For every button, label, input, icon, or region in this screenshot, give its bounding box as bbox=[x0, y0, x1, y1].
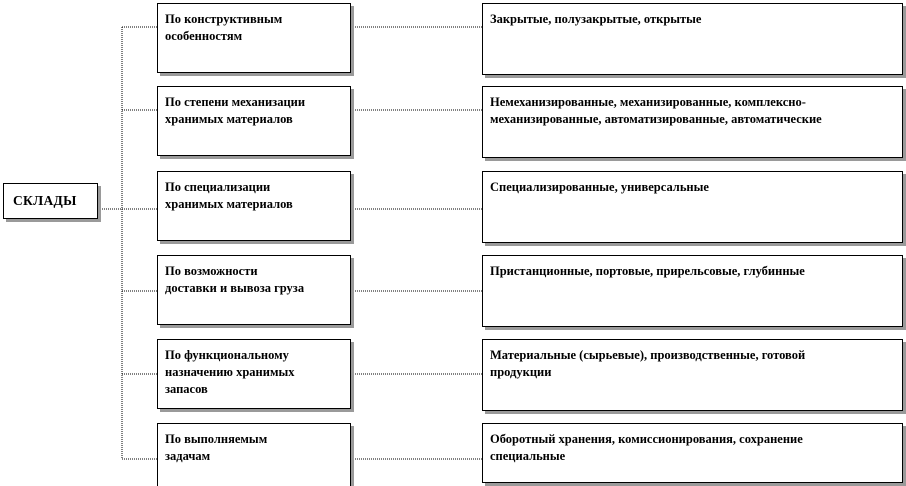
detail-node-mechanization: Немеханизированные, механизированные, комплексно- механизированные, автоматизированные, автоматические bbox=[482, 86, 903, 158]
detail-node-construction: Закрытые, полузакрытые, открытые bbox=[482, 3, 903, 75]
root-node-warehouses: СКЛАДЫ bbox=[3, 183, 98, 219]
detail-node-tasks: Оборотный хранения, комиссионирования, сохранение специальные bbox=[482, 423, 903, 483]
category-node-tasks: По выполняемым задачам bbox=[157, 423, 351, 486]
category-node-specialization: По специализации хранимых материалов bbox=[157, 171, 351, 241]
category-node-construction: По конструктивным особенностям bbox=[157, 3, 351, 73]
detail-node-specialization: Специализированные, универсальные bbox=[482, 171, 903, 243]
category-node-mechanization: По степени механизации хранимых материалов bbox=[157, 86, 351, 156]
detail-node-delivery: Пристанционные, портовые, прирельсовые, глубинные bbox=[482, 255, 903, 327]
detail-node-function: Материальные (сырьевые), производственные, готовой продукции bbox=[482, 339, 903, 411]
category-node-function: По функциональному назначению хранимых запасов bbox=[157, 339, 351, 409]
category-node-delivery: По возможности доставки и вывоза груза bbox=[157, 255, 351, 325]
